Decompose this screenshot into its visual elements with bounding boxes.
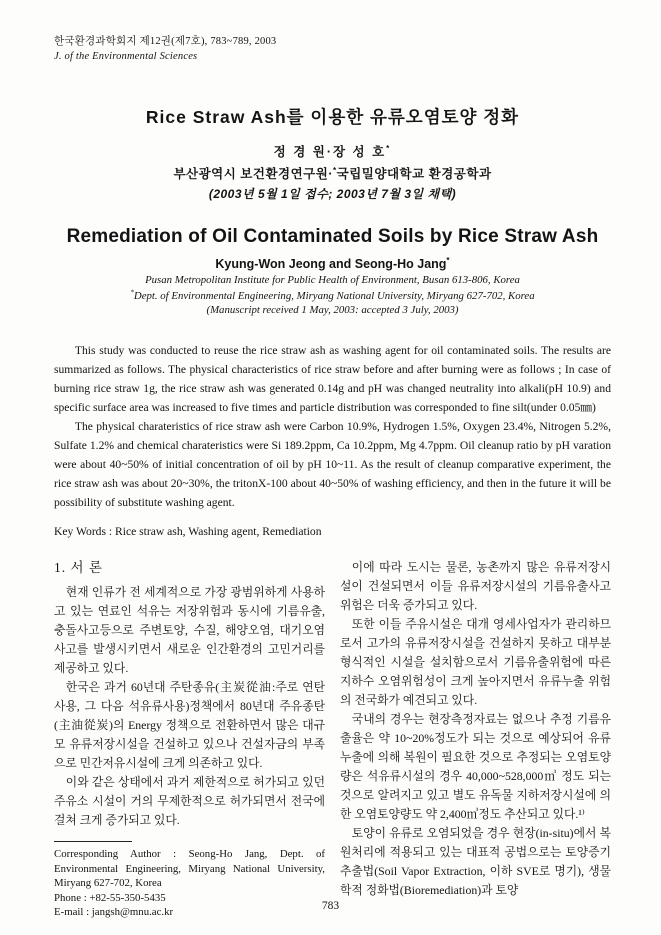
received-dates-korean: (2003년 5월 1일 접수; 2003년 7월 3일 채택) xyxy=(208,187,457,201)
body-columns xyxy=(54,558,611,920)
corresponding-author: Corresponding Author : Seong-Ho Jang, Dept. of Environmental Engineering, Miryang National University, Miryang 627-702, Korea xyxy=(54,848,325,889)
abstract-paragraph-2: The physical charateristics of rice straw ash were Carbon 10.9%, Hydrogen 1.5%, Oxygen 23.4%, Nitrogen 5.2%, Sulfate 1.2% and chemical charateristics were Si 189.2ppm, Ca 10.2ppm, Mg 4.7ppm. Oil cleanup ratio by pH varation were about 40~50% of initial concentration of oil by pH 10~11. As the result of cleanup comparative experiment, the rice straw ash was about 20~30%, the tritonX-100 about 40~50% of washing efficiency, and then in the future it will be possibility of substitute washing agent. xyxy=(54,420,611,509)
journal-citation: 한국환경과학회지 제12권(제7호), 783~789, 2003 xyxy=(54,36,277,47)
left-column xyxy=(54,558,325,920)
journal-header xyxy=(54,34,611,64)
footnote-divider xyxy=(54,841,132,842)
abstract-paragraph-1: This study was conducted to reuse the rice straw ash as washing agent for oil contaminated soils. The results are summarized as follows. The physical characteristics of rice straw before and after burning were as follows ; In case of burning rice straw 1g, the rice straw ash was generated 0.14g and pH was changed neutrality into alkali(pH 10.9) and specific surface area was increased to five times and particle distribution was corresponded to fine silt(under 0.05㎜) xyxy=(54,344,611,414)
authors-korean-names: 정 경 원·장 성 호 xyxy=(273,145,387,159)
authors-english xyxy=(54,257,611,271)
abstract-section xyxy=(54,341,611,541)
body-paragraph: 한국은 과거 60년대 주탄종유(主炭從油:주로 연탄사용, 그 다음 석유류사용)정책에서 80년대 주유종탄(主油從炭)의 Energy 정책으로 전환하면서 많은 대규모 유류저장시설을 건설하고 있으나 건설자금의 부족으로 민간저유시설에 크게 의존하고 있다. xyxy=(54,680,325,770)
phone-line: Phone : +82-55-350-5435 xyxy=(54,891,166,904)
keywords-line: Key Words : Rice straw ash, Washing agent, Remediation xyxy=(54,525,322,538)
paper-title-english: Remediation of Oil Contaminated Soils by Rice Straw Ash xyxy=(66,226,599,247)
paper-title-korean: Rice Straw Ash를 이용한 유류오염토양 정화 xyxy=(145,107,520,127)
english-title-block xyxy=(54,226,611,317)
affiliation-english-1: Pusan Metropolitan Institute for Public Health of Environment, Busan 613-806, Korea xyxy=(145,274,520,286)
body-paragraph: 이에 따라 도시는 물론, 농촌까지 많은 유류저장시설이 건설되면서 이들 유류저장시설의 기름유출사고 위험은 더욱 증가되고 있다. xyxy=(340,560,611,612)
affiliation-english-2-text: Dept. of Environmental Engineering, Miryang National University, Miryang 627-702, Korea xyxy=(133,290,535,302)
right-column xyxy=(340,558,611,920)
affiliation-asterisk: * xyxy=(333,165,337,175)
email-line: E-mail : jangsh@mnu.ac.kr xyxy=(54,906,174,918)
body-paragraph: 토양이 유류로 오염되었을 경우 현장(in-situ)에서 복원처리에 적용되고 있는 대표적 공법으로는 토양증기추출법(Soil Vapor Extraction, 이하 SVE로 명기), 생물학적 정화법(Bioremediation)과 토양 xyxy=(340,826,611,897)
affiliation-korean-part1: 부산광역시 보건환경연구원· xyxy=(173,167,333,181)
author-asterisk: * xyxy=(386,143,392,153)
body-paragraph: 국내의 경우는 현장측정자료는 없으나 추정 기름유출율은 약 10~20%정도가 되는 것으로 예상되어 유류누출에 의해 복원이 필요한 것으로 추정되는 오염토양량은 석유류시설의 경우 40,000~528,000㎥ 정도 되는 것으로 알려지고 있고 별도 유독물 지하저장시설에 의한 오염토양량도 약 2,400㎥정도 추산되고 있다.¹⁾ xyxy=(340,712,611,821)
author-asterisk-english: * xyxy=(446,255,450,265)
section-1-heading: 1. 서 론 xyxy=(54,560,103,575)
body-paragraph: 또한 이들 주유시설은 대개 영세사업자가 관리하므로서 고가의 유류저장시설을 건설하지 못하고 대부분 형식적인 시설을 설치함으로서 기름유출위험에 따른 지하수 오염위험성이 크게 높아지면서 유류누출 위험의 전국화가 예견되고 있다. xyxy=(340,617,611,707)
affiliation-english-2 xyxy=(54,289,611,303)
journal-name-english: J. of the Environmental Sciences xyxy=(54,51,198,62)
page-number: 783 xyxy=(321,900,340,912)
body-paragraph: 이와 같은 상태에서 과거 제한적으로 허가되고 있던 주유소 시설이 거의 무제한적으로 허가되면서 전국에 걸쳐 크게 증가되고 있다. xyxy=(54,775,325,827)
affiliation-korean xyxy=(54,164,611,182)
authors-korean xyxy=(54,142,611,160)
affiliation-korean-part2: 국립밀양대학교 환경공학과 xyxy=(336,167,492,181)
affiliation-asterisk-english: * xyxy=(130,288,134,297)
authors-english-names: Kyung-Won Jeong and Seong-Ho Jang xyxy=(215,257,447,271)
manuscript-dates: (Manuscript received 1 May, 2003: accepted 3 July, 2003) xyxy=(206,304,459,316)
body-paragraph: 현재 인류가 전 세계적으로 가장 광범위하게 사용하고 있는 연료인 석유는 저장위험과 동시에 기름유출, 충돌사고등으로 주변토양, 수질, 해양오염, 대기오염사고를 발생시키면서 새로운 인간환경의 고민거리를 제공하고 있다. xyxy=(54,585,325,675)
korean-title-block xyxy=(54,104,611,202)
